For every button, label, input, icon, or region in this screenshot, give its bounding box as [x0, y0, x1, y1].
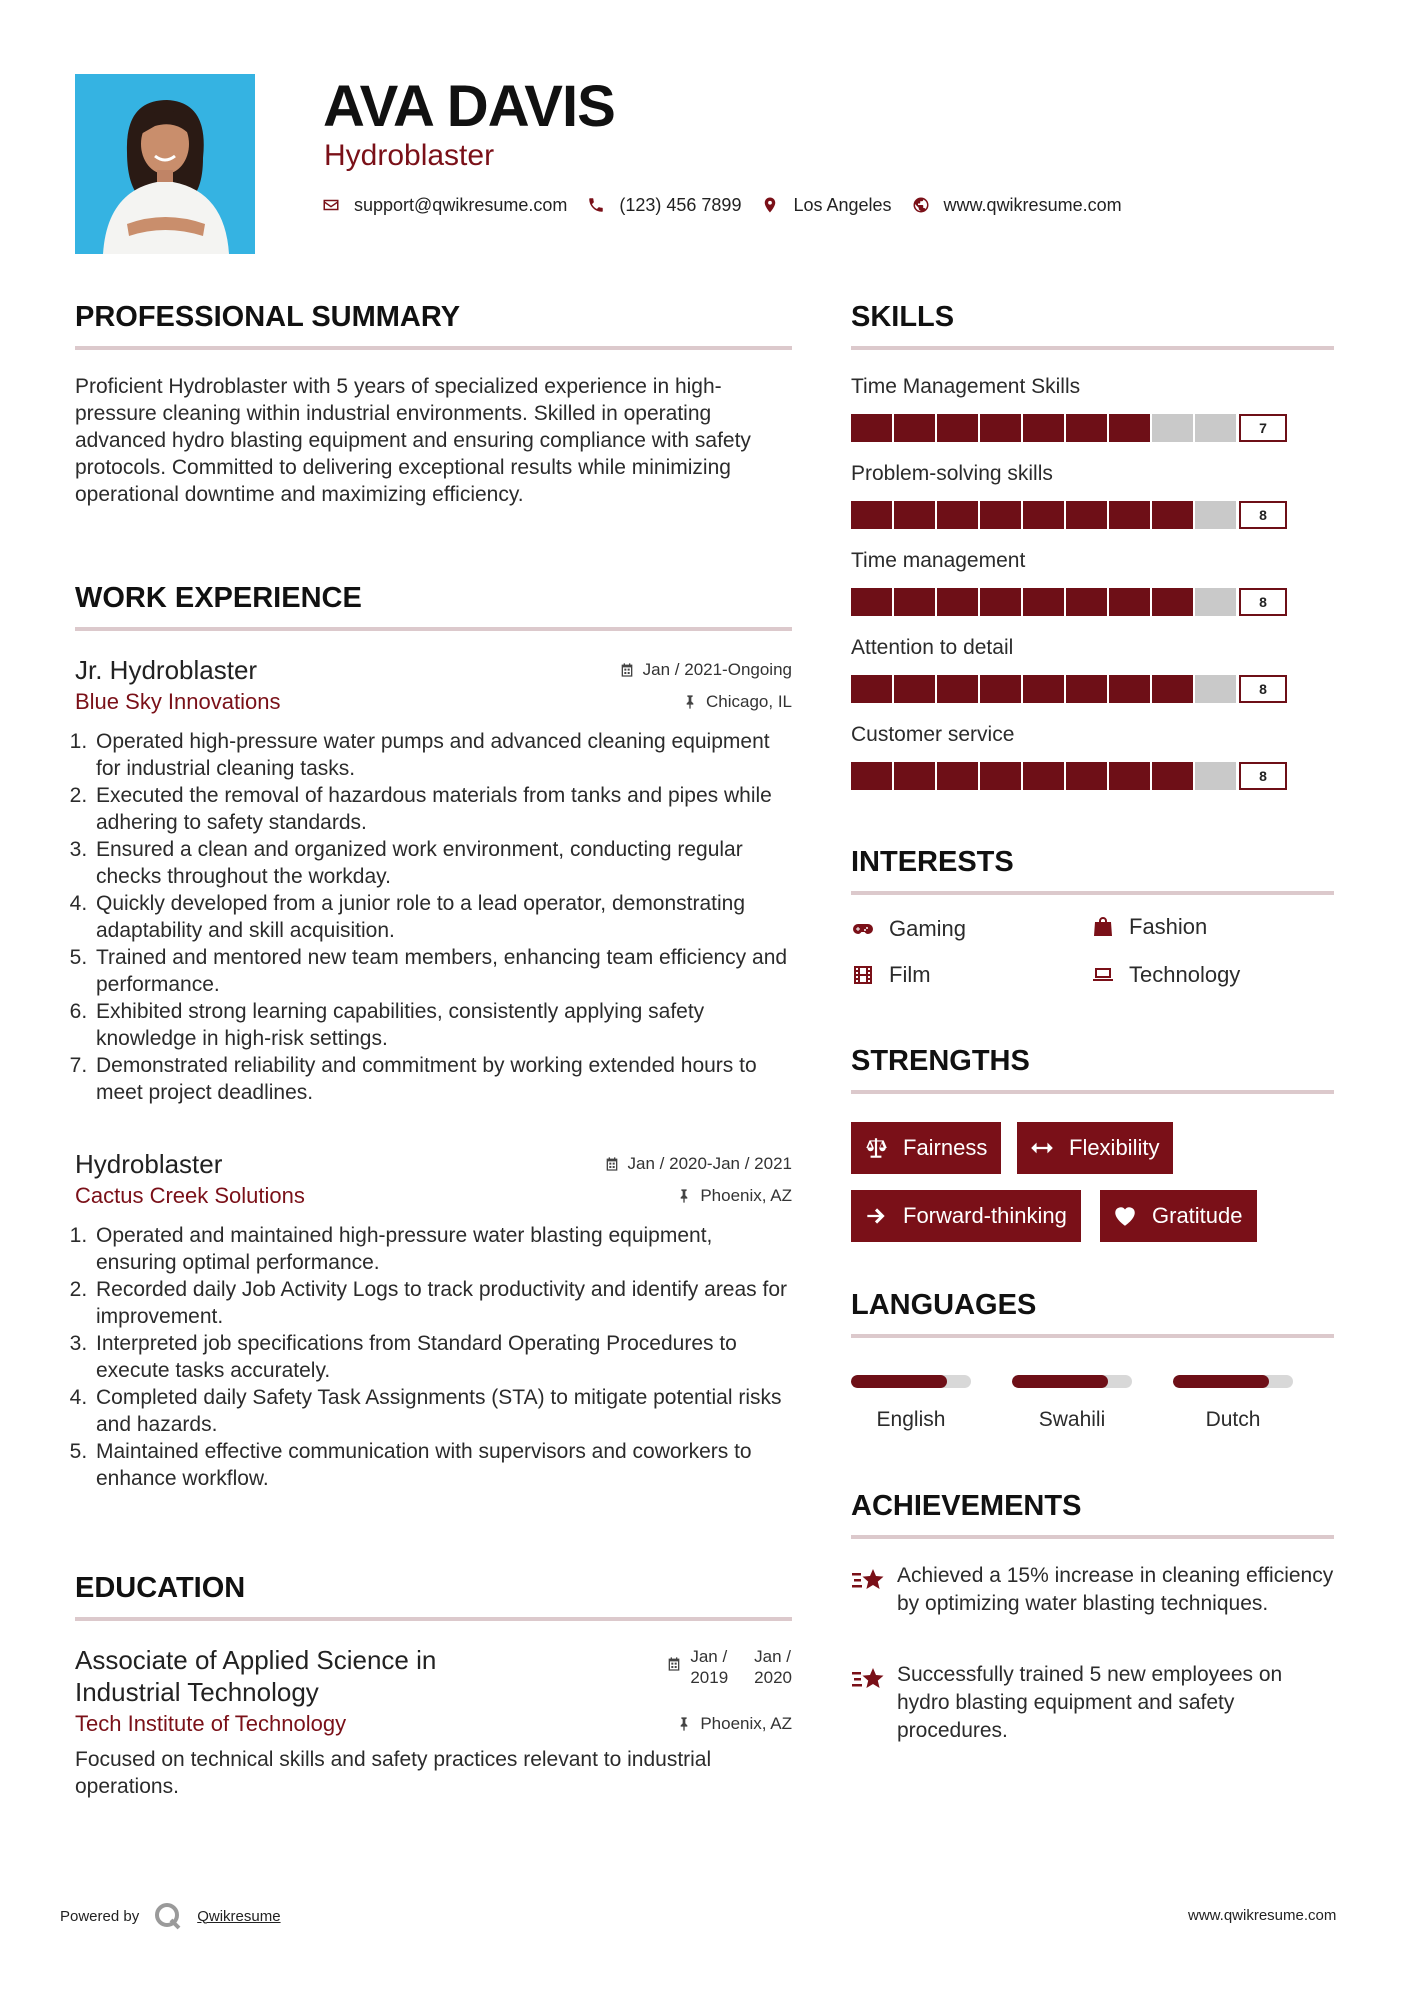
- language-level-fill: [851, 1375, 947, 1388]
- language-name: Swahili: [1038, 1408, 1106, 1431]
- skill-segment: [1066, 762, 1107, 790]
- skill-level-bar: [851, 762, 1334, 790]
- qwikresume-logo-icon: [153, 1901, 183, 1931]
- skill-item: [851, 548, 1334, 635]
- skill-segment: [1066, 588, 1107, 616]
- skill-segment: [1152, 414, 1193, 442]
- job-bullets: [75, 728, 792, 1106]
- skill-level-bar: [851, 588, 1334, 616]
- skill-segment: [1066, 675, 1107, 703]
- job-company: Cactus Creek Solutions: [75, 1183, 305, 1208]
- laptop-icon: [1091, 963, 1115, 987]
- language-name: English: [876, 1408, 946, 1431]
- gamepad-icon: [851, 917, 875, 941]
- strengths-divider: [851, 1090, 1334, 1094]
- job-entry: [75, 1148, 792, 1492]
- interest-fashion: Fashion: [1091, 914, 1207, 940]
- skill-level-bar: [851, 675, 1334, 703]
- education-location: Phoenix, AZ: [676, 1713, 792, 1735]
- skill-name: Time management: [851, 549, 1026, 572]
- candidate-name: AVA DAVIS: [323, 74, 615, 139]
- skill-segment: [937, 588, 978, 616]
- star-achievement-icon: [851, 1565, 887, 1597]
- skill-segment: [1195, 762, 1236, 790]
- education-heading: EDUCATION: [75, 1572, 246, 1604]
- skill-segment: [1152, 588, 1193, 616]
- bullet-item: 4. Quickly developed from a junior role to a lead operator, demonstrating adaptability and skill acquisition.: [93, 890, 792, 944]
- skill-segment: [1195, 414, 1236, 442]
- skill-level-value: 8: [1239, 675, 1287, 703]
- bullet-item: 1. Operated high-pressure water pumps and advanced cleaning equipment for industrial cleaning tasks.: [93, 728, 792, 782]
- heart-icon: [1112, 1203, 1138, 1229]
- skill-segment: [937, 501, 978, 529]
- skill-level-value: 8: [1239, 501, 1287, 529]
- bullet-item: 4. Completed daily Safety Task Assignments (STA) to mitigate potential risks and hazards.: [93, 1384, 792, 1438]
- interest-film: Film: [851, 962, 931, 988]
- bullet-item: 1. Operated and maintained high-pressure water blasting equipment, ensuring optimal performance.: [93, 1222, 792, 1276]
- skill-segment: [980, 675, 1021, 703]
- strength-gratitude: Gratitude: [1100, 1190, 1257, 1242]
- calendar-icon: [604, 1156, 620, 1172]
- location-text: Los Angeles: [793, 194, 892, 215]
- skill-segment: [894, 414, 935, 442]
- job-title: Jr. Hydroblaster: [75, 655, 258, 685]
- skill-segment: [1023, 588, 1064, 616]
- bullet-item: 5. Trained and mentored new team members, enhancing team efficiency and performance.: [93, 944, 792, 998]
- skill-level-value: 8: [1239, 762, 1287, 790]
- skill-segment: [1023, 501, 1064, 529]
- language-item: [1173, 1375, 1293, 1435]
- skill-segment: [1109, 501, 1150, 529]
- skill-level-bar: [851, 501, 1334, 529]
- skills-list: [851, 374, 1334, 809]
- contact-row: [322, 193, 1142, 217]
- skill-segment: [980, 501, 1021, 529]
- degree-title: Associate of Applied Science in Industrial Technology: [75, 1645, 437, 1707]
- interest-technology: Technology: [1091, 962, 1240, 988]
- education-date: Jan / 2019 Jan / 2020: [666, 1646, 792, 1708]
- skill-segment: [1109, 414, 1150, 442]
- language-level-bar: [851, 1375, 971, 1388]
- skill-segment: [1023, 762, 1064, 790]
- footer-powered: Powered by Qwikresume: [60, 1901, 281, 1931]
- qwikresume-link[interactable]: Qwikresume: [197, 1907, 281, 1925]
- summary-divider: [75, 346, 792, 350]
- map-marker-icon: [761, 196, 779, 214]
- education-divider: [75, 1617, 792, 1621]
- strengths-heading: STRENGTHS: [851, 1045, 1030, 1077]
- calendar-icon: [619, 662, 635, 678]
- languages-heading: LANGUAGES: [851, 1289, 1037, 1321]
- skill-item: [851, 635, 1334, 722]
- film-icon: [851, 963, 875, 987]
- bullet-item: 3. Interpreted job specifications from Standard Operating Procedures to execute tasks accurately.: [93, 1330, 792, 1384]
- skill-name: Customer service: [851, 723, 1015, 746]
- job-company: Blue Sky Innovations: [75, 689, 281, 714]
- language-level-fill: [1173, 1375, 1269, 1388]
- skill-name: Time Management Skills: [851, 375, 1081, 398]
- languages-divider: [851, 1334, 1334, 1338]
- skill-segment: [1152, 675, 1193, 703]
- skill-segment: [1195, 588, 1236, 616]
- phone-icon: [587, 196, 605, 214]
- strength-flexibility: Flexibility: [1017, 1122, 1173, 1174]
- skill-segment: [1109, 588, 1150, 616]
- skill-segment: [937, 762, 978, 790]
- skill-item: [851, 722, 1334, 809]
- skill-item: [851, 374, 1334, 461]
- achievements-heading: ACHIEVEMENTS: [851, 1490, 1082, 1522]
- shopping-bag-icon: [1091, 915, 1115, 939]
- bullet-item: 5. Maintained effective communication with supervisors and coworkers to enhance workflow.: [93, 1438, 792, 1492]
- skill-segment: [1109, 762, 1150, 790]
- language-level-fill: [1012, 1375, 1108, 1388]
- skill-segment: [1152, 501, 1193, 529]
- skill-segment: [894, 762, 935, 790]
- job-bullets: [75, 1222, 792, 1492]
- calendar-icon: [666, 1656, 682, 1672]
- bullet-item: 6. Exhibited strong learning capabilities, consistently applying safety knowledge in high-risk settings.: [93, 998, 792, 1052]
- skill-segment: [1023, 414, 1064, 442]
- bullet-item: 7. Demonstrated reliability and commitment by working extended hours to meet project deadlines.: [93, 1052, 792, 1106]
- job-date: Jan / 2020-Jan / 2021: [604, 1153, 792, 1175]
- skill-segment: [937, 414, 978, 442]
- language-item: [1012, 1375, 1132, 1435]
- globe-icon: [912, 196, 930, 214]
- bullet-item: 2. Recorded daily Job Activity Logs to track productivity and identify areas for improvement.: [93, 1276, 792, 1330]
- skill-segment: [894, 501, 935, 529]
- skill-segment: [980, 762, 1021, 790]
- language-level-bar: [1012, 1375, 1132, 1388]
- skill-level-value: 8: [1239, 588, 1287, 616]
- job-title: Hydroblaster: [75, 1149, 223, 1179]
- skill-level-bar: [851, 414, 1334, 442]
- envelope-icon: [322, 196, 340, 214]
- achievement-item: Achieved a 15% increase in cleaning efficiency by optimizing water blasting techniques.: [851, 1562, 1334, 1618]
- school-name: Tech Institute of Technology: [75, 1711, 347, 1736]
- skill-segment: [851, 501, 892, 529]
- skills-divider: [851, 346, 1334, 350]
- skill-segment: [1066, 414, 1107, 442]
- skill-segment: [980, 414, 1021, 442]
- language-item: [851, 1375, 971, 1435]
- strength-forward-thinking: Forward-thinking: [851, 1190, 1081, 1242]
- contact-phone[interactable]: [587, 195, 741, 216]
- skill-segment: [851, 762, 892, 790]
- bullet-item: 3. Ensured a clean and organized work environment, conducting regular checks throughout the workday.: [93, 836, 792, 890]
- skill-segment: [894, 675, 935, 703]
- arrow-right-icon: [863, 1203, 889, 1229]
- experience-divider: [75, 627, 792, 631]
- skill-segment: [1195, 501, 1236, 529]
- languages-list: [851, 1375, 1334, 1435]
- skill-segment: [1152, 762, 1193, 790]
- star-achievement-icon: [851, 1664, 887, 1696]
- footer-url[interactable]: www.qwikresume.com: [1188, 1907, 1337, 1924]
- skill-level-value: 7: [1239, 414, 1287, 442]
- candidate-title: Hydroblaster: [324, 139, 495, 172]
- phone-text: (123) 456 7899: [619, 194, 742, 215]
- interest-gaming: Gaming: [851, 916, 966, 942]
- job-entry: [75, 654, 792, 1106]
- skill-segment: [1195, 675, 1236, 703]
- contact-website[interactable]: [912, 195, 1122, 216]
- experience-heading: WORK EXPERIENCE: [75, 582, 362, 614]
- skill-segment: [937, 675, 978, 703]
- job-location: Chicago, IL: [682, 691, 792, 713]
- interests-divider: [851, 891, 1334, 895]
- summary-text: Proficient Hydroblaster with 5 years of specialized experience in high-pressure cleaning within industrial environments. Skilled in operating advanced hydro blasting equipment and ensuring compliance with safety protocols. Committed to delivering exceptional results while minimizing operational downtime and maximizing efficiency.: [75, 375, 751, 506]
- language-level-bar: [1173, 1375, 1293, 1388]
- website-text: www.qwikresume.com: [943, 194, 1122, 215]
- skill-segment: [1109, 675, 1150, 703]
- balance-scale-icon: [863, 1135, 889, 1161]
- achievements-divider: [851, 1535, 1334, 1539]
- skill-name: Attention to detail: [851, 636, 1014, 659]
- skill-segment: [1023, 675, 1064, 703]
- bullet-item: 2. Executed the removal of hazardous materials from tanks and pipes while adhering to safety standards.: [93, 782, 792, 836]
- profile-photo: [75, 74, 255, 254]
- skill-segment: [894, 588, 935, 616]
- job-date: Jan / 2021-Ongoing: [619, 659, 792, 681]
- job-location: Phoenix, AZ: [676, 1185, 792, 1207]
- skills-heading: SKILLS: [851, 301, 955, 333]
- pin-icon: [676, 1716, 692, 1732]
- skill-segment: [851, 588, 892, 616]
- achievement-item: Successfully trained 5 new employees on hydro blasting equipment and safety procedures.: [851, 1661, 1334, 1745]
- skill-segment: [980, 588, 1021, 616]
- language-name: Dutch: [1205, 1408, 1261, 1431]
- pin-icon: [676, 1188, 692, 1204]
- contact-location: [761, 195, 891, 216]
- email-text: support@qwikresume.com: [354, 194, 568, 215]
- skill-segment: [1066, 501, 1107, 529]
- skill-name: Problem-solving skills: [851, 462, 1053, 485]
- pin-icon: [682, 694, 698, 710]
- summary-heading: PROFESSIONAL SUMMARY: [75, 301, 461, 333]
- skill-item: [851, 461, 1334, 548]
- strength-fairness: Fairness: [851, 1122, 1001, 1174]
- skill-segment: [851, 414, 892, 442]
- education-text: Focused on technical skills and safety practices relevant to industrial operations.: [75, 1748, 712, 1798]
- skill-segment: [851, 675, 892, 703]
- contact-email[interactable]: [322, 195, 567, 216]
- education-entry: [75, 1644, 792, 1800]
- interests-heading: INTERESTS: [851, 846, 1014, 878]
- arrows-h-icon: [1029, 1135, 1055, 1161]
